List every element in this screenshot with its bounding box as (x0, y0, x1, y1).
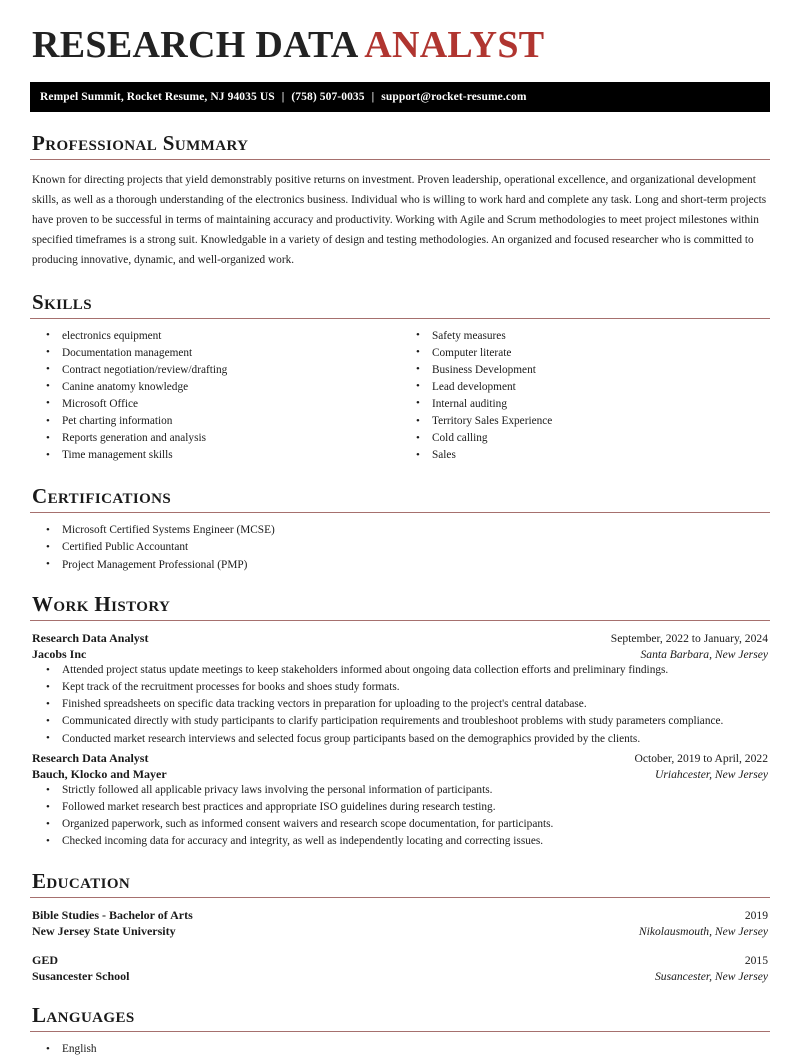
list-item: • Time management skills (60, 448, 400, 464)
job-company-row (32, 647, 768, 662)
certifications-list (30, 523, 770, 573)
list-item: • Finished spreadsheets on specific data tracking vectors in preparation for uploading to the project's central database. (60, 697, 770, 713)
education-degree-row (32, 953, 768, 968)
page-title-main: RESEARCH DATA (32, 24, 365, 66)
list-item: • Internal auditing (430, 397, 770, 413)
job-title-row (32, 631, 768, 646)
list-item: • Contract negotiation/review/drafting (60, 363, 400, 379)
skills-column-right (400, 329, 770, 466)
section-certifications (30, 485, 770, 573)
contact-email: support@rocket-resume.com (381, 91, 527, 103)
list-item: • Lead development (430, 380, 770, 396)
list-item: • Territory Sales Experience (430, 414, 770, 430)
education-school: New Jersey State University (32, 924, 176, 938)
contact-separator-1: | (281, 91, 285, 103)
section-heading-education: Education (32, 868, 131, 893)
list-item: • Pet charting information (60, 414, 400, 430)
section-rule-languages (30, 1031, 770, 1032)
education-entry (30, 908, 770, 939)
job-bullets (30, 783, 770, 850)
section-heading-work-history: Work History (32, 592, 171, 617)
education-location: Susancester, New Jersey (654, 970, 768, 983)
section-heading-languages: Languages (32, 1003, 135, 1027)
section-heading-certifications: Certifications (32, 484, 172, 509)
list-item: • Reports generation and analysis (60, 431, 400, 447)
job-title-row (32, 751, 768, 766)
list-item: • Documentation management (60, 346, 400, 362)
list-item: • Safety measures (430, 329, 770, 345)
job-company: Jacobs Inc (32, 647, 87, 662)
section-education (30, 870, 770, 984)
education-location: Nikolausmouth, New Jersey (638, 925, 768, 938)
list-item: • English (60, 1042, 770, 1058)
list-item: • Computer literate (430, 346, 770, 362)
education-degree: Bible Studies - Bachelor of Arts (32, 908, 193, 922)
section-heading-summary: Professional Summary (32, 131, 249, 155)
job-company-row (32, 767, 768, 782)
list-item: • Communicated directly with study participants to clarify participation requirements and troubleshoot problems with study parameters compliance. (60, 714, 770, 730)
list-item: • Microsoft Certified Systems Engineer (MCSE) (60, 523, 770, 539)
list-item: • Strictly followed all applicable privacy laws involving the personal information of participants. (60, 783, 770, 799)
work-history-entry (30, 631, 770, 747)
job-location: Uriahcester, New Jersey (654, 768, 768, 782)
section-rule-work-history (30, 620, 770, 621)
list-item: • Checked incoming data for accuracy and integrity, as well as independently locating and correcting issues. (60, 834, 770, 850)
list-item: • Followed market research best practices and appropriate ISO guidelines during research testing. (60, 800, 770, 816)
job-title: Research Data Analyst (32, 751, 149, 766)
list-item: • Canine anatomy knowledge (60, 380, 400, 396)
skills-columns (30, 329, 770, 466)
job-location: Santa Barbara, New Jersey (640, 648, 768, 662)
section-rule-certifications (30, 512, 770, 513)
list-item: • Sales (430, 448, 770, 464)
education-year: 2019 (744, 909, 768, 922)
list-item: • Project Management Professional (PMP) (60, 558, 770, 574)
education-school: Susancester School (32, 969, 130, 983)
list-item: • electronics equipment (60, 329, 400, 345)
list-item: • Certified Public Accountant (60, 540, 770, 556)
education-school-row (32, 924, 768, 939)
list-item: • Conducted market research interviews and selected focus group participants based on the demographics provided by the clients. (60, 732, 770, 748)
list-item: • Microsoft Office (60, 397, 400, 413)
section-professional-summary (30, 132, 770, 271)
contact-bar (30, 82, 770, 112)
education-year: 2015 (744, 954, 768, 967)
job-company: Bauch, Klocko and Mayer (32, 767, 167, 782)
summary-text: Known for directing projects that yield demonstrably positive returns on investment. Proven leadership, operational excellence, and organizational development skills, as well as a thorough understanding of the electronics business. Individual who is willing to work hard and complete any task. Long and short-term projects have proven to be successful in terms of maintaining accuracy and productivity. Working with Agile and Scrum methodologies to meet project milestones within specified timeframes is a strong suit. Knowledgable in a variety of design and testing methodologies. An organized and focused researcher who is committed to producing innovative, dynamic, and well-organized work. (32, 174, 767, 267)
contact-address: Rempel Summit, Rocket Resume, NJ 94035 US (40, 91, 275, 103)
languages-list (30, 1042, 770, 1058)
list-item: • Business Development (430, 363, 770, 379)
list-item: • Cold calling (430, 431, 770, 447)
education-school-row (32, 969, 768, 984)
section-work-history (30, 593, 770, 850)
job-bullets (30, 663, 770, 747)
job-title: Research Data Analyst (32, 631, 149, 646)
section-languages (30, 1004, 770, 1058)
section-skills (30, 291, 770, 466)
job-dates: September, 2022 to January, 2024 (610, 632, 768, 646)
section-rule-summary (30, 159, 770, 160)
section-rule-education (30, 897, 770, 898)
page-title-accent: ANALYST (364, 24, 545, 66)
contact-phone: (758) 507-0035 (291, 91, 365, 103)
job-dates: October, 2019 to April, 2022 (634, 752, 768, 766)
education-degree-row (32, 908, 768, 923)
page-title (32, 26, 770, 64)
skills-list-right (400, 329, 770, 464)
work-history-entry (30, 751, 770, 850)
list-item: • Attended project status update meetings to keep stakeholders informed about ongoing data collection efforts and preliminary findings. (60, 663, 770, 679)
contact-separator-2: | (371, 91, 375, 103)
education-degree: GED (32, 953, 59, 967)
skills-column-left (30, 329, 400, 466)
list-item: • Kept track of the recruitment processes for books and shoes study formats. (60, 680, 770, 696)
section-heading-skills: Skills (32, 289, 92, 314)
list-item: • Organized paperwork, such as informed consent waivers and research scope documentation, for participants. (60, 817, 770, 833)
section-rule-skills (30, 318, 770, 319)
skills-list-left (30, 329, 400, 464)
education-entry (30, 953, 770, 984)
